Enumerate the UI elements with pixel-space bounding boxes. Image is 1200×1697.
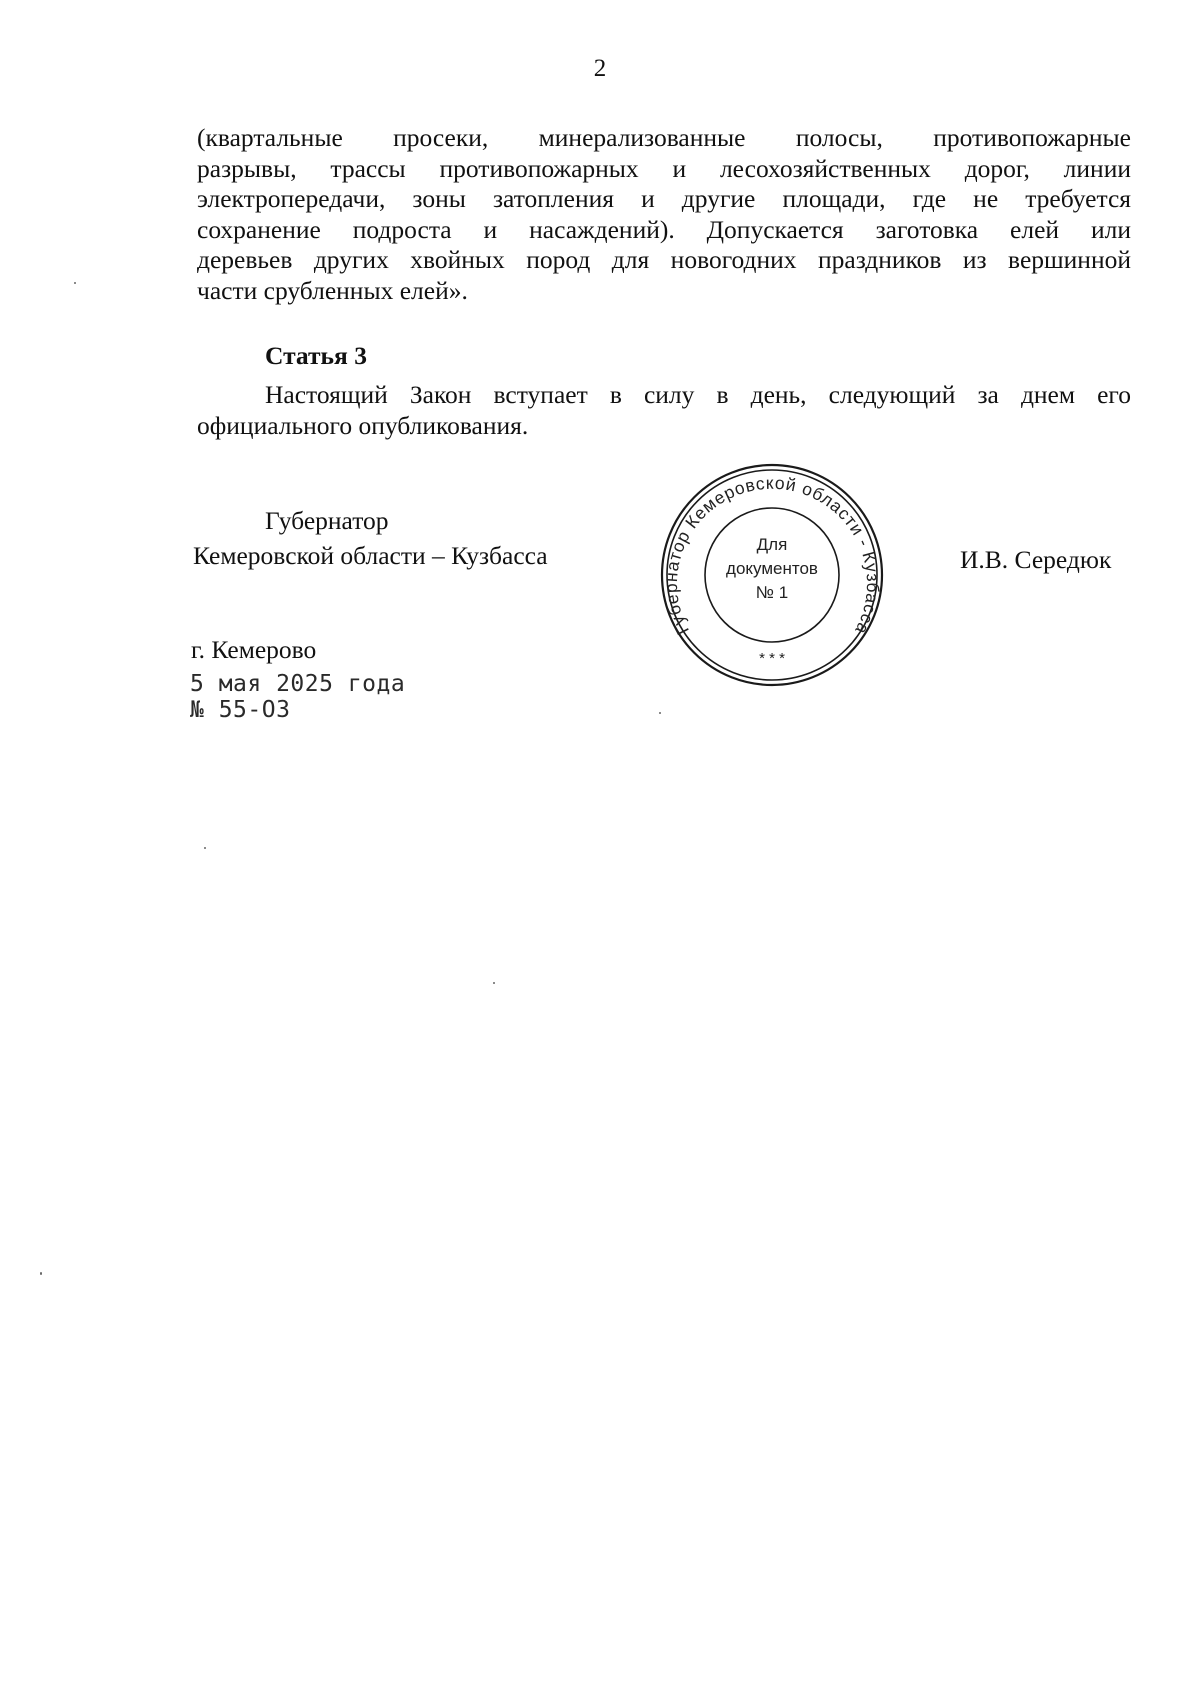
date-stamp: 5 мая 2025 года xyxy=(190,671,406,697)
seal-center-line3: № 1 xyxy=(755,583,789,602)
seal-center-line1: Для xyxy=(756,535,788,554)
governor-title: Губернатор xyxy=(265,506,389,535)
governor-region: Кемеровской области – Кузбасса xyxy=(193,541,548,570)
paragraph-line: части срубленных елей». xyxy=(197,275,468,305)
article-line: официального опубликования. xyxy=(197,410,529,440)
law-number-stamp: № 55-ОЗ xyxy=(190,697,291,723)
official-seal xyxy=(657,460,887,690)
city-name: г. Кемерово xyxy=(191,635,317,664)
scan-speck xyxy=(493,982,495,984)
article-title: Статья 3 xyxy=(265,341,367,370)
paragraph-line: сохранение подроста и насаждений). Допускается заготовка елей или xyxy=(197,214,1131,244)
paragraph-line: (квартальные просеки, минерализованные полосы, противопожарные xyxy=(197,123,1131,152)
paragraph-line: электропередачи, зоны затопления и другие площади, где не требуется xyxy=(197,184,1131,213)
article-text xyxy=(197,380,1131,441)
scan-speck xyxy=(40,1272,42,1275)
seal-stars: * * * xyxy=(759,650,785,667)
scan-speck xyxy=(204,847,206,849)
signer-name: И.В. Середюк xyxy=(960,545,1112,574)
seal-ring-text: Губернатор Кемеровской области - Кузбасса xyxy=(660,472,884,639)
paragraph-line: деревьев других хвойных пород для новогодних праздников из вершинной xyxy=(197,245,1131,274)
page-number: 2 xyxy=(593,55,607,82)
scan-speck xyxy=(74,282,76,284)
article-line: Настоящий Закон вступает в силу в день, следующий за днем его xyxy=(265,380,1131,409)
paragraph-line: разрывы, трассы противопожарных и лесохозяйственных дорог, линии xyxy=(197,153,1131,183)
scan-speck xyxy=(659,712,661,714)
seal-center-line2: документов xyxy=(726,559,818,578)
paragraph-continuation xyxy=(197,123,1131,306)
